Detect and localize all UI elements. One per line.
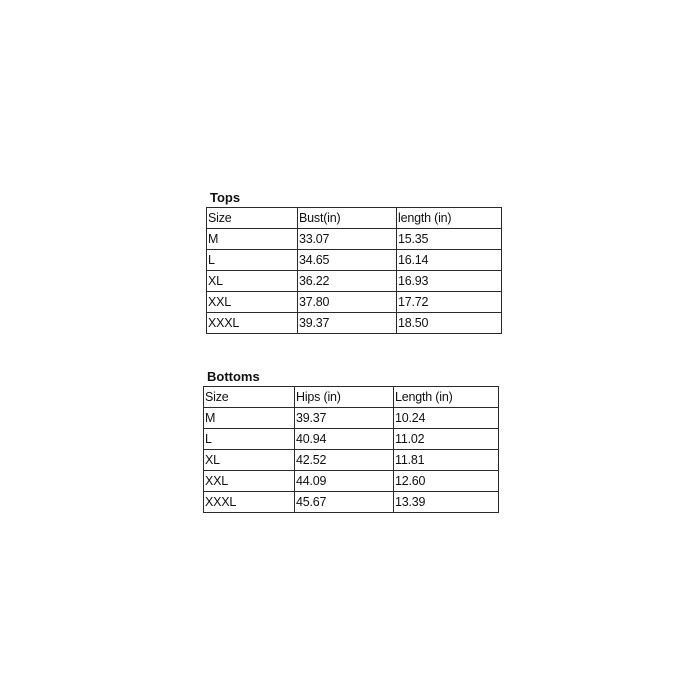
bottoms-size-table [203,386,499,513]
bottoms-table-cell: 40.94 [295,429,394,450]
bottoms-size-section [203,369,499,513]
bottoms-header-row [204,387,499,408]
tops-size-table [206,207,502,334]
bottoms-table-cell: 44.09 [295,471,394,492]
tops-header-cell: Bust(in) [298,208,397,229]
tops-size-section [206,190,502,334]
bottoms-table-cell: 11.02 [394,429,499,450]
tops-table-cell: L [207,250,298,271]
tops-table-cell: XL [207,271,298,292]
bottoms-header-cell: Hips (in) [295,387,394,408]
bottoms-table-cell: 13.39 [394,492,499,513]
table-row [204,408,499,429]
bottoms-table-cell: XXXL [204,492,295,513]
table-row [207,229,502,250]
tops-header-cell: Size [207,208,298,229]
tops-table-cell: 34.65 [298,250,397,271]
table-row [204,492,499,513]
bottoms-table-cell: XXL [204,471,295,492]
table-row [204,471,499,492]
table-row [207,250,502,271]
bottoms-table-cell: L [204,429,295,450]
tops-table-cell: 15.35 [397,229,502,250]
tops-table-cell: 37.80 [298,292,397,313]
tops-table-cell: 18.50 [397,313,502,334]
tops-table-cell: M [207,229,298,250]
tops-table-cell: XXL [207,292,298,313]
table-row [207,313,502,334]
tops-table-cell: XXXL [207,313,298,334]
table-row [207,271,502,292]
tops-title: Tops [210,190,241,205]
table-row [207,292,502,313]
bottoms-table-cell: 42.52 [295,450,394,471]
bottoms-table-cell: 39.37 [295,408,394,429]
bottoms-header-cell: Size [204,387,295,408]
bottoms-header-cell: Length (in) [394,387,499,408]
tops-table-cell: 39.37 [298,313,397,334]
table-row [204,429,499,450]
bottoms-table-cell: XL [204,450,295,471]
tops-table-cell: 16.14 [397,250,502,271]
bottoms-title: Bottoms [207,369,260,384]
bottoms-table-cell: 10.24 [394,408,499,429]
tops-table-cell: 36.22 [298,271,397,292]
tops-header-row [207,208,502,229]
tops-table-cell: 16.93 [397,271,502,292]
tops-table-cell: 33.07 [298,229,397,250]
table-row [204,450,499,471]
tops-header-cell: length (in) [397,208,502,229]
tops-table-cell: 17.72 [397,292,502,313]
bottoms-table-cell: 11.81 [394,450,499,471]
bottoms-table-cell: 45.67 [295,492,394,513]
bottoms-table-cell: 12.60 [394,471,499,492]
bottoms-table-cell: M [204,408,295,429]
